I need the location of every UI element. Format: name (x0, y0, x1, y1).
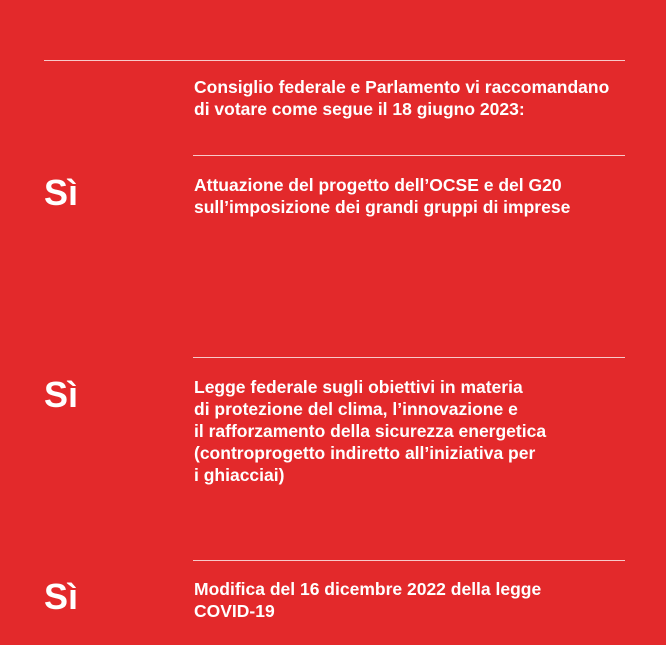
vote-recommendation-1: Sì (44, 172, 79, 213)
recommendation-intro: Consiglio federale e Parlamento vi raccomandano di votare come segue il 18 giugno 2023: (194, 77, 610, 119)
divider-3 (193, 560, 625, 561)
ballot-item-1-title: Attuazione del progetto dell’OCSE e del G20 sull’imposizione dei grandi gruppi di imprese (194, 175, 571, 217)
vote-recommendation-2: Sì (44, 374, 79, 415)
vote-recommendation-3: Sì (44, 576, 79, 617)
top-divider (44, 60, 625, 61)
divider-2 (193, 357, 625, 358)
ballot-item-2-title: Legge federale sugli obiettivi in materia di protezione del clima, l’innovazione e il rafforzamento della sicurezza energetica (controprogetto indiretto all’iniziativa per i ghiacciai) (194, 377, 547, 485)
divider-1 (193, 155, 625, 156)
ballot-item-3-title: Modifica del 16 dicembre 2022 della legge COVID-19 (194, 579, 542, 621)
